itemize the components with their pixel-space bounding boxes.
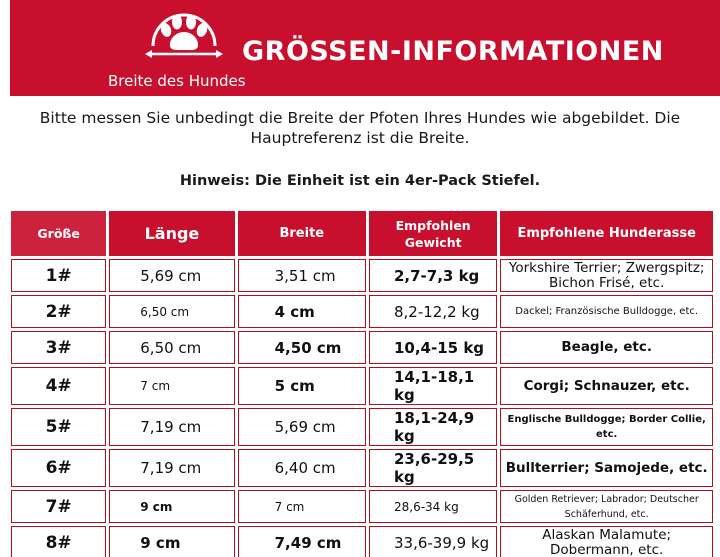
table-row xyxy=(11,295,713,328)
cell-size: 1# xyxy=(11,259,106,292)
cell-weight: 18,1-24,9 kg xyxy=(369,408,497,446)
cell-size: 7# xyxy=(11,490,106,523)
page-title: GRÖSSEN-INFORMATIONEN xyxy=(242,36,664,67)
intro-text: Bitte messen Sie unbedingt die Breite der Pfoten Ihres Hundes wie abgebildet. Die Hauptreferenz ist die Breite. xyxy=(39,109,681,147)
cell-weight: 8,2-12,2 kg xyxy=(369,295,497,328)
cell-size: 3# xyxy=(11,331,106,364)
cell-width: 5,69 cm xyxy=(238,408,366,446)
table-header-row xyxy=(11,211,713,256)
cell-breed: Corgi; Schnauzer, etc. xyxy=(500,367,713,405)
table-row xyxy=(11,331,713,364)
cell-width: 7 cm xyxy=(238,490,366,523)
note-text: Hinweis: Die Einheit ist ein 4er-Pack Stiefel. xyxy=(179,173,541,189)
cell-length: 6,50 cm xyxy=(109,295,234,328)
header-weight-line1: Empfohlen xyxy=(395,217,471,233)
cell-length: 7 cm xyxy=(109,367,234,405)
cell-breed: Beagle, etc. xyxy=(500,331,713,364)
size-table xyxy=(8,208,716,557)
cell-breed: Englische Bulldogge; Border Collie, etc. xyxy=(500,408,713,446)
cell-weight: 2,7-7,3 kg xyxy=(369,259,497,292)
table-row xyxy=(11,367,713,405)
cell-width: 7,49 cm xyxy=(238,526,366,557)
header-length: Länge xyxy=(109,211,234,256)
cell-size: 2# xyxy=(11,295,106,328)
table-row xyxy=(11,490,713,523)
cell-length: 9 cm xyxy=(109,490,234,523)
cell-weight: 14,1-18,1 kg xyxy=(369,367,497,405)
header-weight-line2: Gewicht xyxy=(404,234,462,250)
cell-length: 7,19 cm xyxy=(109,408,234,446)
cell-breed: Yorkshire Terrier; Zwergspitz; Bichon Frisé, etc. xyxy=(500,259,713,292)
cell-width: 6,40 cm xyxy=(238,449,366,487)
cell-size: 5# xyxy=(11,408,106,446)
cell-weight: 10,4-15 kg xyxy=(369,331,497,364)
cell-size: 6# xyxy=(11,449,106,487)
header-breed: Empfohlene Hunderasse xyxy=(500,211,713,256)
cell-breed: Alaskan Malamute; Dobermann, etc. xyxy=(500,526,713,557)
cell-length: 7,19 cm xyxy=(109,449,234,487)
header-width: Breite xyxy=(238,211,366,256)
cell-size: 8# xyxy=(11,526,106,557)
cell-length: 5,69 cm xyxy=(109,259,234,292)
header-banner xyxy=(10,0,720,96)
cell-width: 5 cm xyxy=(238,367,366,405)
cell-width: 4,50 cm xyxy=(238,331,366,364)
banner-caption: Breite des Hundes xyxy=(108,72,246,90)
table-row xyxy=(11,526,713,557)
cell-width: 4 cm xyxy=(238,295,366,328)
header-weight xyxy=(369,211,497,256)
cell-width: 3,51 cm xyxy=(238,259,366,292)
cell-size: 4# xyxy=(11,367,106,405)
cell-breed: Golden Retriever; Labrador; Deutscher Schäferhund, etc. xyxy=(500,490,713,523)
cell-breed: Bullterrier; Samojede, etc. xyxy=(500,449,713,487)
table-row xyxy=(11,408,713,446)
cell-weight: 28,6-34 kg xyxy=(369,490,497,523)
table-row xyxy=(11,259,713,292)
cell-weight: 23,6-29,5 kg xyxy=(369,449,497,487)
cell-breed: Dackel; Französische Bulldogge, etc. xyxy=(500,295,713,328)
cell-length: 6,50 cm xyxy=(109,331,234,364)
header-size: Größe xyxy=(11,211,106,256)
cell-length: 9 cm xyxy=(109,526,234,557)
table-row xyxy=(11,449,713,487)
paw-icon xyxy=(145,6,223,66)
cell-weight: 33,6-39,9 kg xyxy=(369,526,497,557)
